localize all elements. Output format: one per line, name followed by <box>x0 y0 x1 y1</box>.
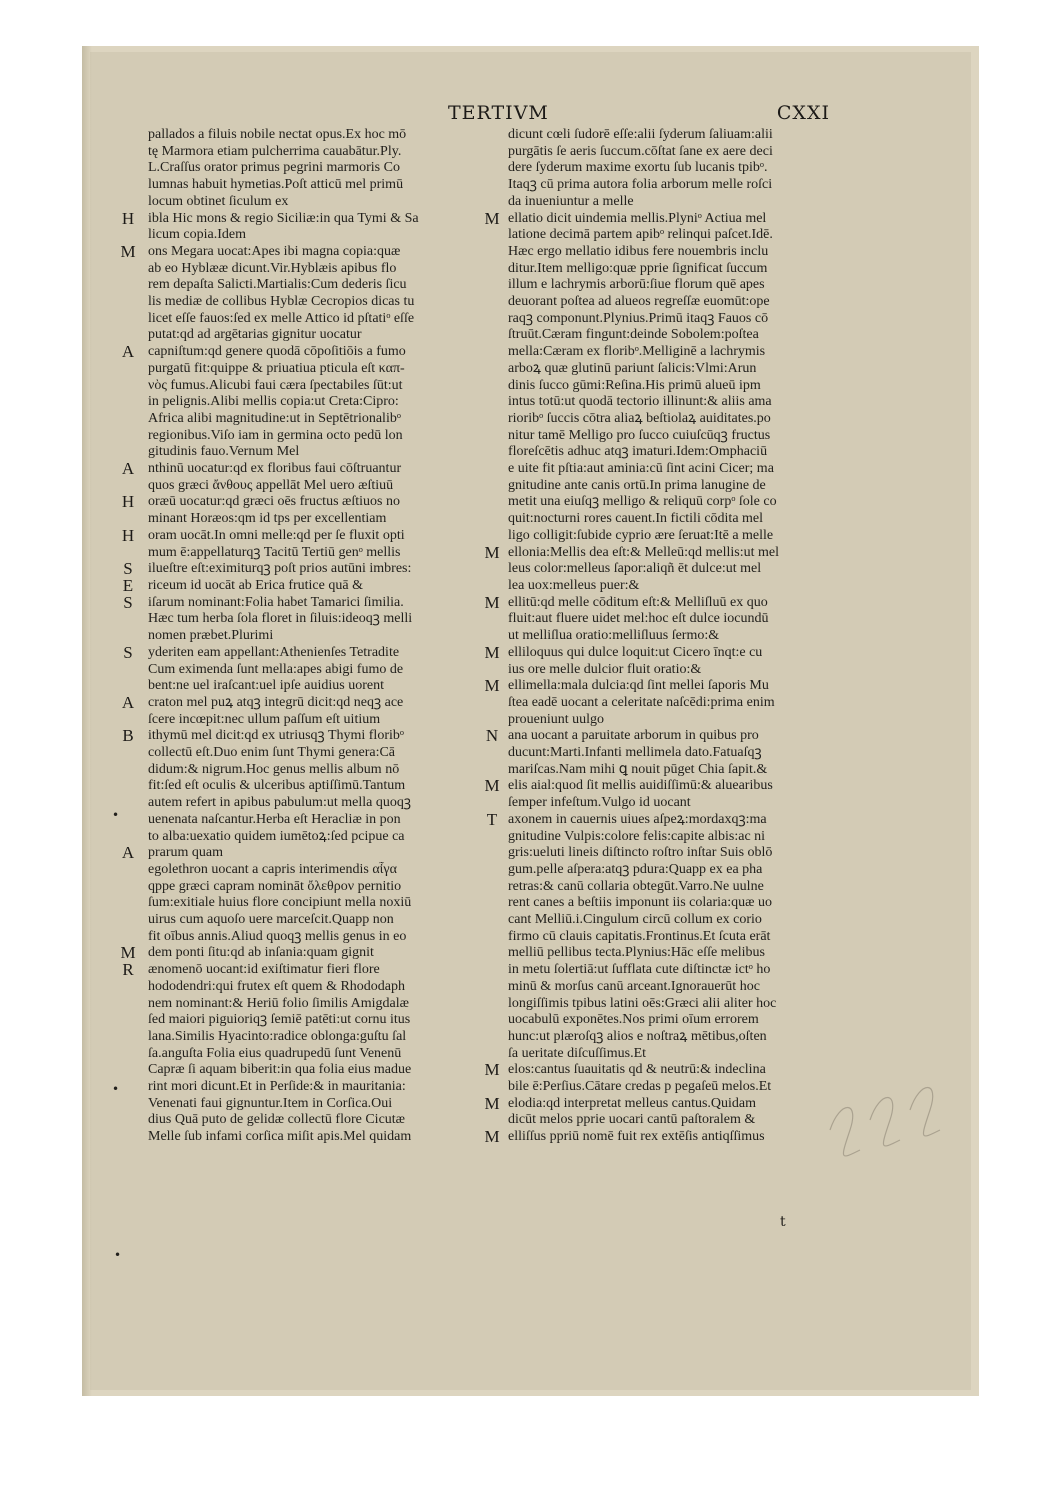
text-line: prarum quam <box>148 845 224 861</box>
text-line: dinis ſucco gūmi:Reſina.His primū alueū ipm <box>508 377 761 393</box>
drop-initial: M <box>484 542 500 562</box>
text-line: axonem in cauernis uiues aſpeꝝ:mordaxqꝫ:ma <box>508 811 767 827</box>
text-line: ius ore melle dulcior fluit oratio:& <box>508 661 702 677</box>
text-line: elis aial:quod ſit mellis auidiſſimū:& aluearibus <box>508 778 773 794</box>
text-line: minū & morſus canū arceant.Ignorauerūt hoc <box>508 978 760 994</box>
text-line: Venenati faui gignuntur.Item in Corſica.Oui <box>148 1095 393 1111</box>
drop-initial: M <box>484 1127 500 1146</box>
left-text-column <box>148 127 478 1242</box>
text-line: ditur.Item melligo:quæ pprie ſignificat ſuccum <box>508 260 768 276</box>
text-line: Hæc ergo mellatio idibus fere nouembris inclu <box>508 243 769 259</box>
drop-initial: A <box>121 342 135 362</box>
text-line: uocabulū exponētes.Nos primi oīum errorem <box>508 1012 759 1028</box>
text-line: gris:ueluti lineis diſtincto roſtro inſtar Suis oblō <box>508 845 773 861</box>
drop-initial: A <box>121 692 135 712</box>
running-head: TERTIVM <box>448 102 549 124</box>
text-line: licet eſſe fauos:ſed ex melle Attico id pſtatiᵒ eſſe <box>148 310 415 326</box>
text-line: dius Quā puto de gelidæ collectū flore Cicutæ <box>148 1112 406 1128</box>
text-line: lana.Similis Hyacinto:radice oblonga:guſtu ſal <box>148 1028 407 1044</box>
text-line: proueniunt uulgo <box>508 711 605 727</box>
drop-initial: M <box>484 1093 500 1113</box>
text-line: ſa ueritate diſcuſſimus.Et <box>508 1045 647 1061</box>
text-line: floreſcētis adhuc atqꝫ imaturi.Idem:Omphaciū <box>508 444 768 460</box>
text-line: mella:Cæram ex floribᵒ.Melliginē a lachrymis <box>508 344 766 360</box>
text-line: longiſſimis tpibus latini oēs:Græci alii aliter hoc <box>508 995 777 1011</box>
text-line: firmo cū clauis capitatis.Frontinus.Et ſcuta erāt <box>508 928 771 944</box>
text-line: rioribᵒ ſuccis cōtra aliaꝝ beſtiolaꝝ auiditates.po <box>508 410 771 426</box>
text-line: elliſſus ppriū nomē fuit rex extēſis antiqſſimus <box>508 1129 765 1145</box>
text-line: Capræ ſi aquam biberit:in qua folia eius madue <box>148 1062 412 1078</box>
text-line: ons Megara uocat:Apes ibi magna copia:quæ <box>148 243 401 259</box>
text-line: intus totū:ut quodā tectorio illinunt:& aliis ama <box>508 394 772 410</box>
text-line: rent canes a beſtiis imponunt iis colaria:quæ uo <box>508 895 772 911</box>
text-line: elos:cantus ſuauitatis qd & neutrū:& indeclina <box>508 1062 766 1078</box>
drop-initial: M <box>484 676 500 696</box>
text-line: dere ſyderum maxime exortu ſub lucanis tpibᵒ. <box>508 160 768 176</box>
text-line: ellimella:mala dulcia:qd ſint mellei ſaporis Mu <box>508 678 769 694</box>
text-line: didum:& nigrum.Hoc genus mellis album nō <box>148 761 400 777</box>
drop-initial: R <box>122 960 134 979</box>
binding-shadow <box>82 46 92 1396</box>
text-line: gum.pelle aſpera:atqꝫ pdura:Quapp ex ea pha <box>508 861 763 877</box>
text-line: collectū eſt.Duo enim ſunt Thymi genera:Cā <box>148 745 396 761</box>
text-line: regionibus.Viſo iam in germina octo pedū lon <box>148 427 403 443</box>
text-line: dicūt melos pprie uocari cantū paſtoralem & <box>508 1112 756 1128</box>
right-text-column <box>508 127 840 1242</box>
text-line: elodia:qd interpretat melleus cantus.Quidam <box>508 1095 757 1111</box>
text-line: in metu ſolertiā:ut ſufflata cute diſtinctæ ictᵒ ho <box>508 962 771 978</box>
text-line: ſa.anguſta Folia eius quadrupedū ſunt Venenū <box>148 1045 402 1061</box>
text-line: metit una eiuſqꝫ melligo & reliquū corpᵒ ſole co <box>508 494 777 510</box>
text-line: latione decimā partem apibᵒ relinqui paſcet.Idē. <box>508 227 773 243</box>
text-line: nitur tamē Melligo pro ſucco cuiuſcūqꝫ fructus <box>508 427 771 443</box>
text-line: egolethron uocant a capris interimendis αἶγα <box>148 861 397 877</box>
drop-initial: M <box>484 642 500 662</box>
text-line: uenenata naſcantur.Herba eſt Heracliæ in pon <box>148 811 401 827</box>
text-line: lis mediæ de collibus Hyblæ Cecropios dicas tu <box>148 294 415 310</box>
drop-initial: H <box>121 525 135 545</box>
text-line: fit oībus annis.Aliud quoqꝫ mellis genus in eo <box>148 928 407 944</box>
text-line: Melle ſub infami corſica miſit apis.Mel quidam <box>148 1129 412 1145</box>
text-line: ab eo Hyblææ dicunt.Vir.Hyblæis apibus flo <box>148 260 397 276</box>
text-line: gnitudine ante canis ortū.In prima lanugine de <box>508 477 766 493</box>
text-line: qppe græci capram nomināt ὄλεθρον pernitio <box>148 878 402 894</box>
margin-dot: • <box>112 1082 120 1096</box>
text-line: νὸς fumus.Alicubi faui cæra ſpectabiles ſūt:ut <box>148 377 403 393</box>
text-line: hunc:ut plæroſqꝫ alios e noſtraꝝ mētibus,oſten <box>508 1028 767 1044</box>
text-line: gitudinis fauo.Vernum Mel <box>148 444 300 460</box>
drop-initial: A <box>121 459 135 478</box>
drop-initial: T <box>486 809 498 829</box>
drop-initial: M <box>120 943 136 963</box>
text-line: ſcere incœpit:nec ullum paſſum eſt uitium <box>148 711 381 727</box>
text-line: tę Marmora etiam pulcherrima cauabātur.Ply. <box>148 143 402 159</box>
text-line: mum ē:appellaturqꝫ Tacitū Tertiū genᵒ mellis <box>148 544 401 560</box>
text-line: melliū pellibus tecta.Plynius:Hāc eſſe melibus <box>508 945 766 961</box>
text-line: illum e lachrymis arborū:ſiue florum quē apes <box>508 277 765 293</box>
text-line: Hæc tum herba ſola floret in ſiluis:ideoqꝫ melli <box>148 611 413 627</box>
text-line: to alba:uexatio quidem iumētoꝝ:ſed pcipue ca <box>148 828 405 844</box>
text-line: nem nominant:& Heriū folio ſimilis Amigdalæ <box>148 995 409 1011</box>
text-line: rem depaſta Salicti.Martialis:Cum dederis ſicu <box>148 277 407 293</box>
text-line: quos græci ἄνθους appellāt Mel uero æſtiuū <box>148 477 394 493</box>
text-line: gnitudine Vulpis:colore felis:capite albis:ac ni <box>508 828 766 844</box>
text-line: putat:qd ad argētarias gignitur uocatur <box>148 327 362 343</box>
text-line: ænomenō uocant:id exiſtimatur fieri flore <box>148 962 380 978</box>
drop-initial: A <box>121 843 135 863</box>
stamp-watermark <box>820 1060 960 1170</box>
text-line: fit:ſed eſt oculis & ulceribus aptiſſimū.Tantum <box>148 778 406 794</box>
margin-dot: • <box>112 808 120 822</box>
text-line: nomen præbet.Plurimi <box>148 628 274 644</box>
text-line: arboꝝ quæ glutinū pariunt ſalicis:Vlmi:Arun <box>508 360 757 376</box>
text-line: lumnas habuit hymetias.Poſt atticū mel primū <box>148 177 404 193</box>
drop-initial: B <box>122 726 134 746</box>
text-line: uirus cum aquoſo uere marceſcit.Quapp non <box>148 912 394 928</box>
drop-initial: S <box>123 559 133 579</box>
text-line: ligo colligit:ſubide cyprio ære ſeruat:Itē a melle <box>508 527 774 543</box>
text-line: lea uox:melleus puer:& <box>508 577 640 593</box>
text-line: ſemper infeſtum.Vulgo id uocant <box>508 795 691 811</box>
text-line: Cum eximenda ſunt mella:apes abigi fumo de <box>148 661 404 677</box>
drop-initial: H <box>121 208 135 228</box>
text-line: bile ē:Perſius.Cātare credas p pegaſeū melos.Et <box>508 1079 772 1095</box>
text-line: raqꝫ componunt.Plynius.Primū itaqꝫ Fauos cō <box>508 310 769 326</box>
text-line: ſed maiori piguioriqꝫ ſemiē patēti:ut cornu itus <box>148 1012 411 1028</box>
text-line: nthinū uocatur:qd ex floribus faui cōſtruantur <box>148 461 402 477</box>
text-line: oræū uocatur:qd græci oēs fructus æſtiuos no <box>148 494 400 510</box>
text-line: Africa alibi magnitudine:ut in Septētrionalibᵒ <box>148 410 401 426</box>
text-line: ellatio dicit uindemia mellis.Plyniᵒ Actiua mel <box>508 210 767 226</box>
text-line: ellitū:qd melle cōditum eſt:& Melliſluū ex quo <box>508 594 768 610</box>
text-line: ithymū mel dicit:qd ex utriusqꝫ Thymi floribᵒ <box>148 728 404 744</box>
text-line: elliloquus qui dulce loquit:ut Cicero īnqt:e cu <box>508 644 763 660</box>
text-line: bent:ne uel iraſcant:uel ipſe auidius uorent <box>148 678 384 694</box>
text-line: ſtruūt.Cæram fingunt:deinde Sobolem:poſtea <box>508 327 759 343</box>
text-line: Itaqꝫ cū prima autora folia arborum melle roſci <box>508 177 773 193</box>
text-line: dicunt cœli ſudorē eſſe:alii ſyderum ſaliuam:alii <box>508 127 773 142</box>
text-line: e uite fit pſtia:aut aminia:cū ſint acini Cicer; ma <box>508 461 774 477</box>
text-line: riceum id uocāt ab Erica frutice quā & <box>148 577 363 593</box>
drop-initial: M <box>484 208 500 228</box>
text-line: minant Horæos:qm id tps per excellentiam <box>148 511 387 527</box>
text-line: mariſcas.Nam mihi ꝗ nouit pūget Chia ſapit.& <box>508 761 768 777</box>
text-line: quit:nocturni rores cauent.In fictili cōdita mel <box>508 511 764 527</box>
text-line: ellonia:Mellis dea eſt:& Melleū:qd mellis:ut mel <box>508 544 780 560</box>
text-line: ducunt:Marti.Infanti mellimela dato.Fatuaſqꝫ <box>508 745 762 761</box>
text-line: cant Melliū.i.Cingulum circū collum ex corio <box>508 912 762 928</box>
text-line: L.Craſſus orator primus pegrini marmoris Co <box>148 160 400 176</box>
text-line: licum copia.Idem <box>148 227 246 243</box>
text-line: ſtea eadē uocant a celeritate naſcēdi:prima enim <box>508 694 775 710</box>
text-line: retras:& canū collaria obtegūt.Varro.Ne uulne <box>508 878 764 894</box>
text-line: rint mori dicunt.Et in Perſide:& in mauritania: <box>148 1079 406 1095</box>
text-line: deuorant poſtea ad alueos regreſſæ euomūt:ope <box>508 294 770 310</box>
text-line: oram uocāt.In omni melle:qd per ſe fluxit opti <box>148 527 405 543</box>
drop-initial: S <box>123 592 133 612</box>
text-line: ana uocant a paruitate arborum in quibus pro <box>508 728 759 744</box>
drop-initial: N <box>485 726 499 746</box>
drop-initial: H <box>121 492 135 512</box>
text-line: da inueniuntur a melle <box>508 193 634 209</box>
drop-initial: M <box>120 241 136 261</box>
drop-initial: M <box>484 592 500 612</box>
text-line: yderiten eam appellant:Athenienſes Tetradite <box>148 644 400 660</box>
signature-mark: t <box>780 1214 786 1230</box>
drop-initial: E <box>122 575 134 595</box>
text-line: ibla Hic mons & regio Siciliæ:in qua Tymi & Sa <box>148 210 419 226</box>
text-line: pallados a filuis nobile nectat opus.Ex hoc mō <box>148 127 407 142</box>
drop-initial: M <box>484 1060 500 1080</box>
margin-dot: • <box>114 1248 122 1262</box>
text-line: autem refert in apibus pabulum:ut mella quoqꝫ <box>148 795 411 811</box>
drop-initial: M <box>484 776 500 796</box>
folio-number: CXXI <box>776 102 830 124</box>
text-line: purgatū fit:quippe & priuatiua pticula eſt καπ- <box>148 360 405 376</box>
text-line: dem ponti ſitu:qd ab inſania:quam gignit <box>148 945 374 961</box>
text-line: ilueſtre eſt:eximiturqꝫ poſt prios autūni imbres: <box>148 561 412 577</box>
text-line: purgātis ſe aeris ſuccum.cōſtat ſane ex aere deci <box>508 143 773 159</box>
text-line: capniſtum:qd genere quodā cōpoſitiōis a fumo <box>148 344 406 360</box>
text-line: in pelignis.Alibi mellis copia:ut Creta:Cipro: <box>148 394 399 410</box>
text-line: locum obtinet ſiculum ex <box>148 193 289 209</box>
drop-initial: S <box>123 642 133 662</box>
text-line: ut melliſlua oratio:melliſluus ſermo:& <box>508 628 720 644</box>
text-line: hododendri:qui frutex eſt quem & Rhododaph <box>148 978 406 994</box>
text-line: leus color:melleus ſapor:aliqñ ēt dulce:ut mel <box>508 561 762 577</box>
text-line: iſarum nominant:Folia habet Tamarici ſimilia. <box>148 594 404 610</box>
text-line: craton mel puꝝ atqꝫ integrū dicit:qd neqꝫ ace <box>148 694 404 710</box>
text-line: ſum:exitiale huius flore concipiunt mella noxiū <box>148 895 412 911</box>
text-line: fluit:aut fluere uidet mel:hoc eſt dulce iocundū <box>508 611 769 627</box>
